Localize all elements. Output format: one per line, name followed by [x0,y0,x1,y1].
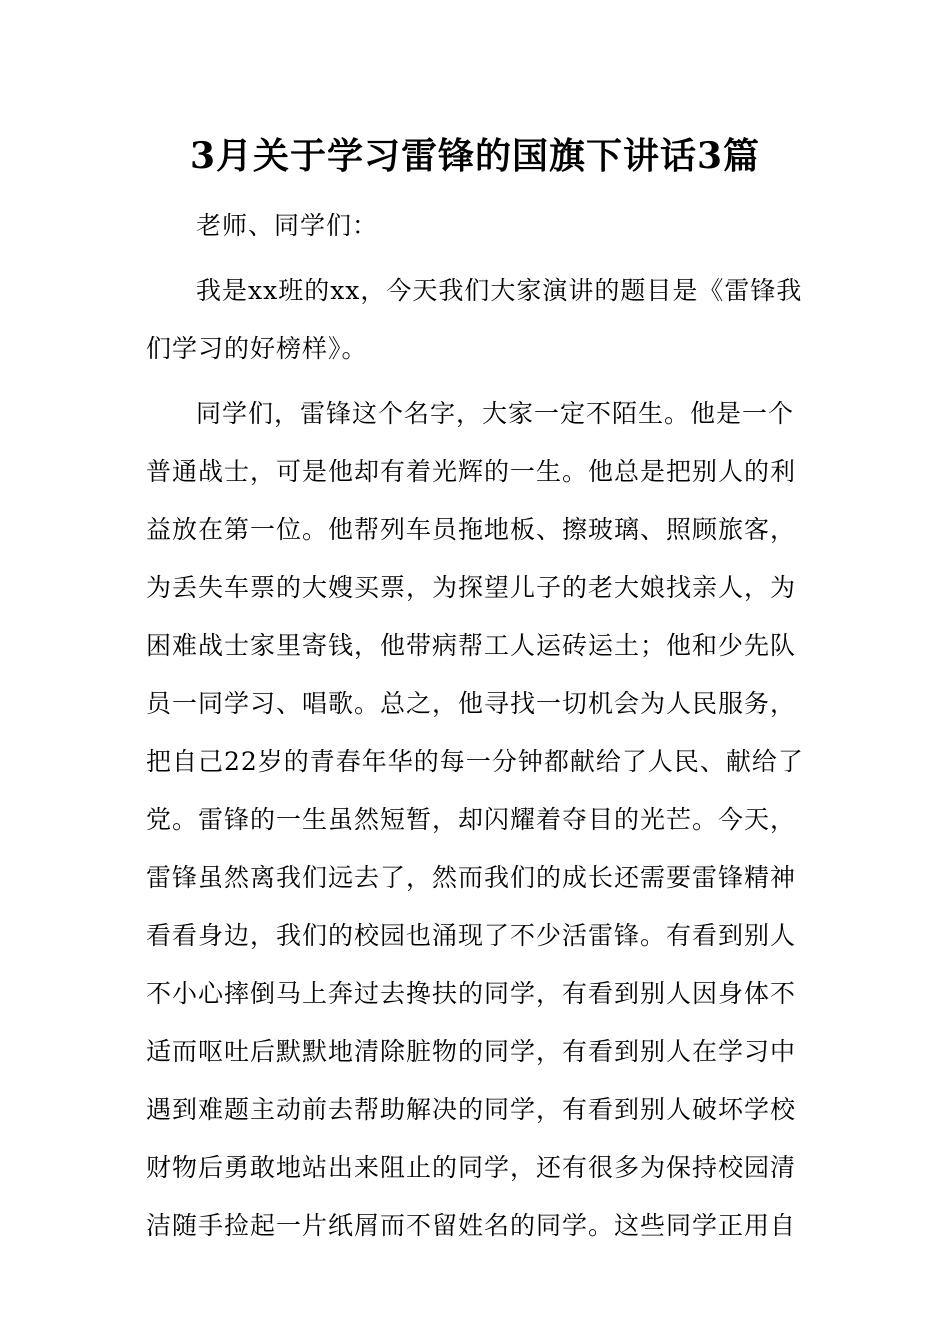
document-title: 3月关于学习雷锋的国旗下讲话3篇 [189,135,761,177]
greeting-paragraph: 老师、同学们： [196,211,379,240]
paragraph-line: 益放在第一位。他帮列车员拖地板、擦玻璃、照顾旅客， [146,515,797,544]
paragraph-line: 把自己22岁的青春年华的每一分钟都献给了人民、献给了 [146,747,804,776]
paragraph-line: 同学们，雷锋这个名字，大家一定不陌生。他是一个 [196,399,795,428]
paragraph-line: 财物后勇敢地站出来阻止的同学，还有很多为保持校园清 [146,1153,797,1182]
paragraph-line: 为丢失车票的大嫂买票，为探望儿子的老大娘找亲人，为 [146,573,797,602]
paragraph-line: 员一同学习、唱歌。总之，他寻找一切机会为人民服务， [146,689,797,718]
intro-paragraph [146,262,810,378]
paragraph-line: 普通战士，可是他却有着光辉的一生。他总是把别人的利 [146,457,797,486]
paragraph-line: 困难战士家里寄钱，他带病帮工人运砖运土；他和少先队 [146,631,797,660]
paragraph-line: 们学习的好榜样》。 [146,334,368,363]
paragraph-line: 党。雷锋的一生虽然短暂，却闪耀着夺目的光芒。今天， [146,805,797,834]
document-body [146,197,810,1255]
main-paragraph [146,385,810,1255]
paragraph-line: 我是xx班的xx，今天我们大家演讲的题目是《雷锋我 [196,276,803,305]
paragraph-line: 雷锋虽然离我们远去了，然而我们的成长还需要雷锋精神 [146,863,797,892]
paragraph-line: 遇到难题主动前去帮助解决的同学，有看到别人破坏学校 [146,1095,797,1124]
paragraph-line: 看看身边，我们的校园也涌现了不少活雷锋。有看到别人 [146,921,797,950]
paragraph-line: 不小心摔倒马上奔过去搀扶的同学，有看到别人因身体不 [146,979,797,1008]
paragraph-line: 适而呕吐后默默地清除脏物的同学，有看到别人在学习中 [146,1037,797,1066]
paragraph-line: 洁随手捡起一片纸屑而不留姓名的同学。这些同学正用自 [146,1211,797,1240]
